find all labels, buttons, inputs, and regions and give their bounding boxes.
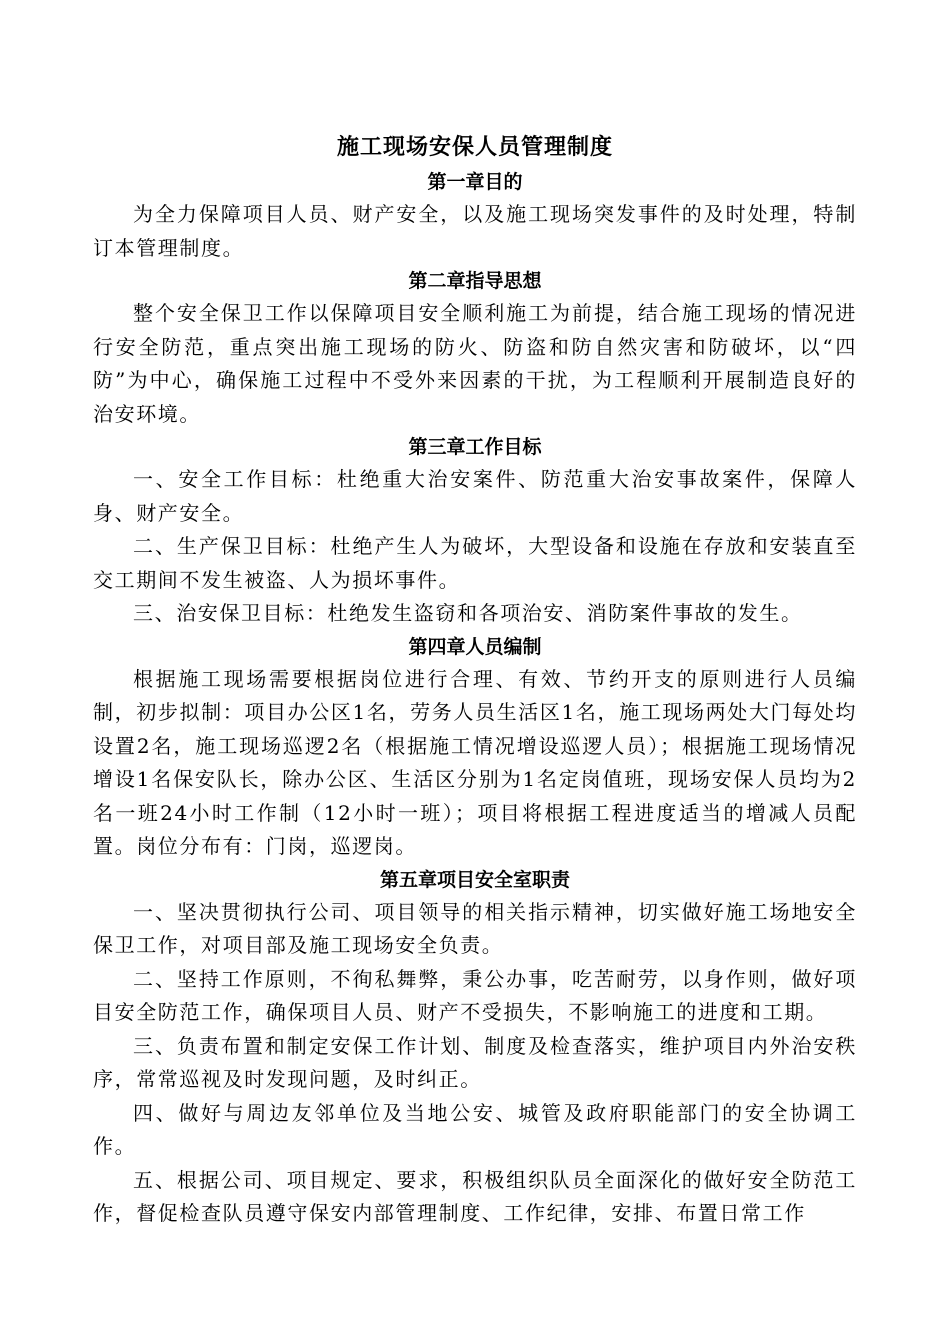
chapter-heading: 第二章指导思想 bbox=[408, 270, 542, 292]
paragraph: 四、做好与周边友邻单位及当地公安、城管及政府职能部门的安全协调工作。 bbox=[93, 1100, 857, 1158]
paragraph: 一、坚决贯彻执行公司、项目领导的相关指示精神，切实做好施工场地安全保卫工作，对项目部及施工现场安全负责。 bbox=[93, 899, 857, 957]
chapter-4 bbox=[93, 631, 857, 864]
paragraph: 三、治安保卫目标：杜绝发生盗窃和各项治安、消防案件事故的发生。 bbox=[133, 601, 803, 625]
chapter-heading: 第四章人员编制 bbox=[408, 635, 542, 658]
chapter-5 bbox=[93, 864, 857, 1231]
chapter-heading: 第五章项目安全室职责 bbox=[379, 868, 570, 891]
paragraph: 一、安全工作目标：杜绝重大治安案件、防范重大治安事故案件，保障人身、财产安全。 bbox=[93, 467, 857, 525]
document-page bbox=[93, 128, 857, 1231]
paragraph: 为全力保障项目人员、财产安全，以及施工现场突发事件的及时处理，特制订本管理制度。 bbox=[93, 202, 857, 260]
chapter-1 bbox=[93, 166, 857, 265]
paragraph: 三、负责布置和制定安保工作计划、制度及检查落实，维护项目内外治安秩序，常常巡视及时发现问题，及时纠正。 bbox=[93, 1033, 857, 1091]
chapter-heading: 第一章目的 bbox=[427, 171, 523, 193]
paragraph: 五、根据公司、项目规定、要求，积极组织队员全面深化的做好安全防范工作，督促检查队员遵守保安内部管理制度、工作纪律，安排、布置日常工作 bbox=[93, 1167, 857, 1225]
paragraph: 二、坚持工作原则，不徇私舞弊，秉公办事，吃苦耐劳，以身作则，做好项目安全防范工作，确保项目人员、财产不受损失，不影响施工的进度和工期。 bbox=[93, 966, 857, 1024]
chapter-heading: 第三章工作目标 bbox=[408, 436, 542, 458]
paragraph: 二、生产保卫目标：杜绝产生人为破坏，大型设备和设施在存放和安装直至交工期间不发生被盗、人为损坏事件。 bbox=[93, 534, 857, 592]
paragraph: 根据施工现场需要根据岗位进行合理、有效、节约开支的原则进行人员编制，初步拟制：项目办公区1名，劳务人员生活区1名，施工现场两处大门每处均设置2名，施工现场巡逻2名（根据施工情况增设巡逻人员）；根据施工现场情况增设1名保安队长，除办公区、生活区分别为1名定岗值班，现场安保人员均为2名一班24小时工作制（12小时一班）；项目将根据工程进度适当的增减人员配置。岗位分布有：门岗，巡逻岗。 bbox=[93, 666, 857, 858]
chapter-3 bbox=[93, 431, 857, 631]
document-title: 施工现场安保人员管理制度 bbox=[336, 134, 613, 160]
paragraph: 整个安全保卫工作以保障项目安全顺利施工为前提，结合施工现场的情况进行安全防范，重点突出施工现场的防火、防盗和防自然灾害和防破坏，以“四防”为中心，确保施工过程中不受外来因素的干扰，为工程顺利开展制造良好的治安环境。 bbox=[93, 301, 857, 426]
chapter-2 bbox=[93, 265, 857, 431]
